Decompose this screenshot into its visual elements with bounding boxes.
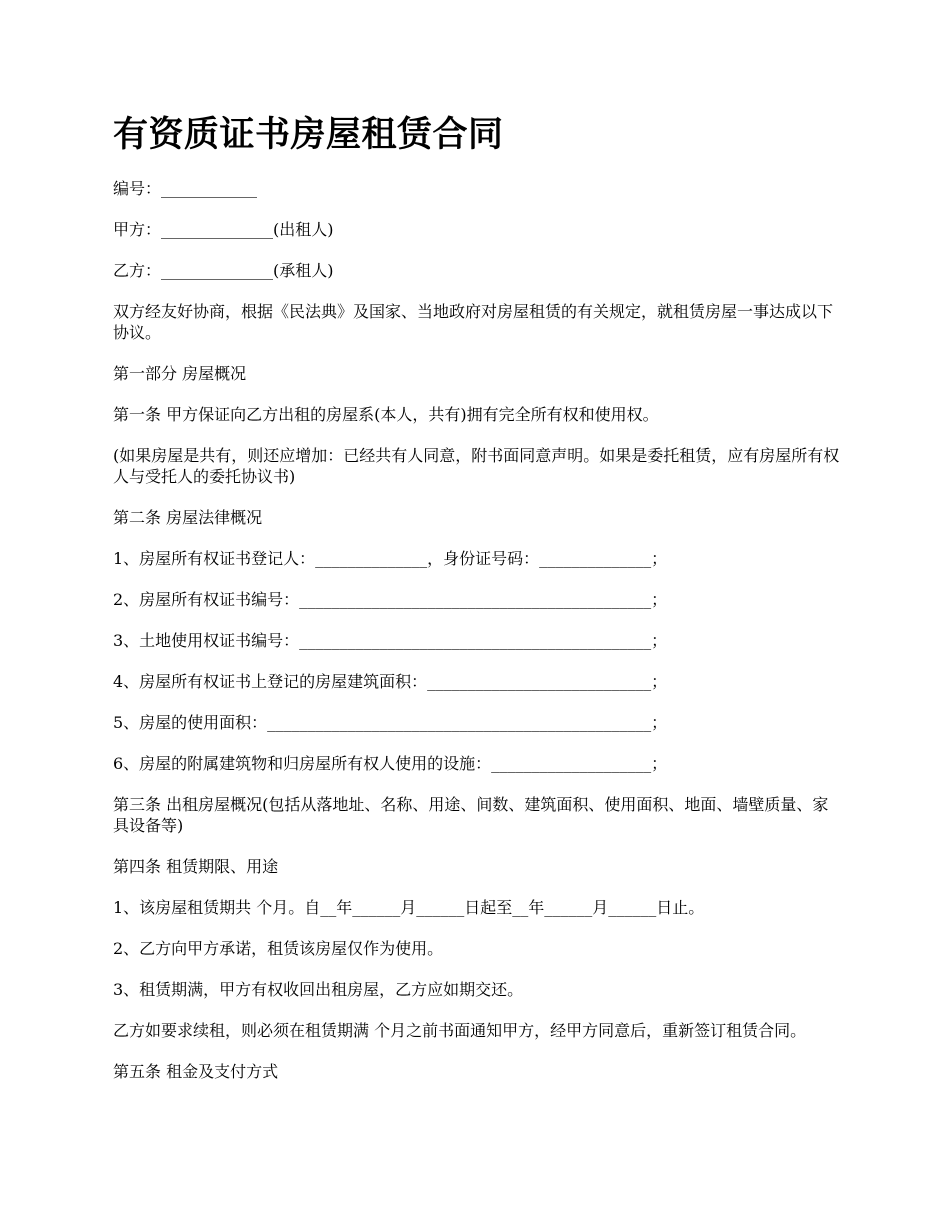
article-four-item-3: 3、租赁期满，甲方有权收回出租房屋，乙方应如期交还。 [113,980,524,999]
document-page [113,112,843,1102]
article-one: 第一条 甲方保证向乙方出租的房屋系(本人，共有)拥有完全所有权和使用权。 [113,405,659,424]
preamble-paragraph: 双方经友好协商，根据《民法典》及国家、当地政府对房屋租赁的有关规定，就租赁房屋一事达成以下协议。 [113,302,834,342]
article-two-item-1: 1、房屋所有权证书登记人：______________，身份证号码：______________； [113,549,668,568]
article-four-item-1: 1、该房屋租赁期共 个月。自__年______月______日起至__年______月______日止。 [113,898,705,917]
renewal-paragraph: 乙方如要求续租，则必须在租赁期满 个月之前书面通知甲方，经甲方同意后，重新签订租赁合同。 [113,1021,807,1040]
article-four-item-2: 2、乙方向甲方承诺，租赁该房屋仅作为使用。 [113,939,444,958]
article-two-item-5: 5、房屋的使用面积：________________________________________________； [113,713,668,732]
document-title: 有资质证书房屋租赁合同 [113,115,504,155]
contract-number-line: 编号：____________ [113,179,258,198]
article-three: 第三条 出租房屋概况(包括从落地址、名称、用途、间数、建筑面积、使用面积、地面、墙壁质量、家具设备等) [113,795,829,835]
party-a-line: 甲方：______________(出租人) [113,220,334,239]
article-two-heading: 第二条 房屋法律概况 [113,508,263,527]
article-two-item-2: 2、房屋所有权证书编号：____________________________________________； [113,590,668,609]
article-four-heading: 第四条 租赁期限、用途 [113,857,279,876]
article-five-heading: 第五条 租金及支付方式 [113,1062,279,1081]
article-two-item-4: 4、房屋所有权证书上登记的房屋建筑面积：____________________________； [113,672,668,691]
article-two-item-3: 3、土地使用权证书编号：____________________________________________； [113,631,668,650]
party-b-line: 乙方：______________(承租人) [113,261,334,280]
part-one-heading: 第一部分 房屋概况 [113,364,247,383]
article-one-note: (如果房屋是共有，则还应增加：已经共有人同意，附书面同意声明。如果是委托租赁，应有房屋所有权人与受托人的委托协议书) [113,446,840,486]
article-two-item-6: 6、房屋的附属建筑物和归房屋所有权人使用的设施：____________________； [113,754,668,773]
